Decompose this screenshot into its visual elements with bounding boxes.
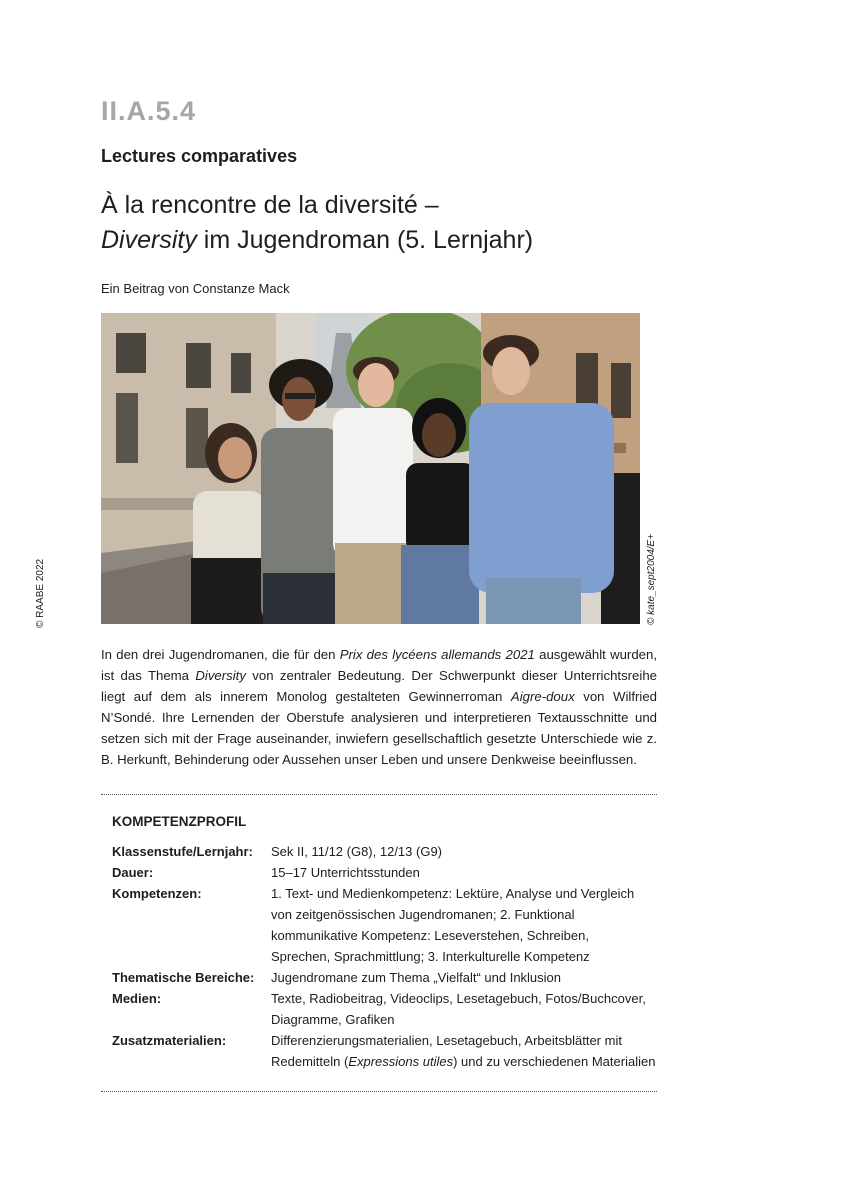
kp-row-kompetenzen (112, 883, 657, 967)
side-copyright: © RAABE 2022 (35, 558, 46, 628)
intro-italic-novel: Aigre-doux (510, 689, 575, 704)
kp-label: Kompetenzen: (112, 886, 202, 901)
kp-row-thematische-bereiche (112, 967, 657, 988)
intro-text-2: ausgewählt wurden, ist das Thema (101, 647, 657, 683)
title-line-2-rest: im Jugendroman (5. Lernjahr) (196, 226, 534, 254)
title-italic-word: Diversity (101, 226, 197, 254)
intro-text-4: von Wilfried N’Sondé. Ihre Lernenden der Oberstufe analysieren und interpretieren Textausschnitte und setzen sich mit der Frage auseinander, inwiefern gesellschaftlich gesetzte Unterschiede wie z. B. Herkunft, Behinderung oder Aussehen unser Leben und unsere Denkweise beeinflussen. (101, 689, 657, 767)
author-line: Ein Beitrag von Constanze Mack (101, 281, 290, 296)
divider-bottom (101, 1091, 657, 1092)
kp-label: Zusatzmaterialien: (112, 1033, 227, 1048)
page-title (101, 188, 741, 258)
kp-label: Thematische Bereiche: (112, 970, 255, 985)
intro-paragraph (101, 644, 657, 770)
kp-label: Medien: (112, 991, 162, 1006)
kp-label: Dauer: (112, 865, 154, 880)
series-kicker: Lectures comparatives (101, 146, 298, 166)
kp-value-pre: Differenzierungsmaterialien, Lesetagebuch, Arbeitsblätter mit Redemitteln ( (271, 1033, 622, 1069)
kompetenzprofil-heading: KOMPETENZPROFIL (112, 814, 247, 829)
divider-top (101, 794, 657, 795)
intro-text-1: In den drei Jugendromanen, die für den (101, 647, 340, 662)
kompetenzprofil-table (112, 841, 657, 1072)
section-code: II.A.5.4 (101, 96, 197, 126)
kp-value-italic: Expressions utiles (348, 1054, 454, 1069)
kp-value: Texte, Radiobeitrag, Videoclips, Lesetagebuch, Fotos/Buchcover, Diagramme, Grafiken (271, 991, 646, 1027)
kp-row-zusatzmaterialien (112, 1030, 657, 1072)
kp-value: Jugendromane zum Thema „Vielfalt“ und Inklusion (271, 970, 562, 985)
kp-row-medien (112, 988, 657, 1030)
kp-row-klassenstufe (112, 841, 657, 862)
intro-text-3: von zentraler Bedeutung. Der Schwerpunkt dieser Unterrichtsreihe liegt auf dem als innerem Monolog gestalteten Gewinnerroman (101, 668, 657, 704)
intro-italic-prize: Prix des lycéens allemands 2021 (339, 647, 535, 662)
kp-value: 1. Text- und Medienkompetenz: Lektüre, Analyse und Vergleich von zeitgenössischen Jugendromanen; 2. Funktional kommunikative Kompetenz: Leseverstehen, Schreiben, Sprechen, Sprachmittlung; 3. Interkulturelle Kompetenz (271, 886, 635, 964)
kp-row-dauer (112, 862, 657, 883)
kp-label: Klassenstufe/Lernjahr: (112, 844, 253, 859)
kp-value: Sek II, 11/12 (G8), 12/13 (G9) (271, 844, 443, 859)
title-line-1: À la rencontre de la diversité – (101, 191, 439, 219)
kp-value (271, 1030, 657, 1072)
photo-credit: © kate_sept2004/E+ (646, 533, 657, 625)
kp-value: 15–17 Unterrichtsstunden (271, 865, 420, 880)
intro-italic-diversity: Diversity (195, 668, 246, 683)
kp-value-post: ) und zu verschiedenen Materialien (453, 1054, 656, 1069)
group-photo (101, 313, 640, 624)
